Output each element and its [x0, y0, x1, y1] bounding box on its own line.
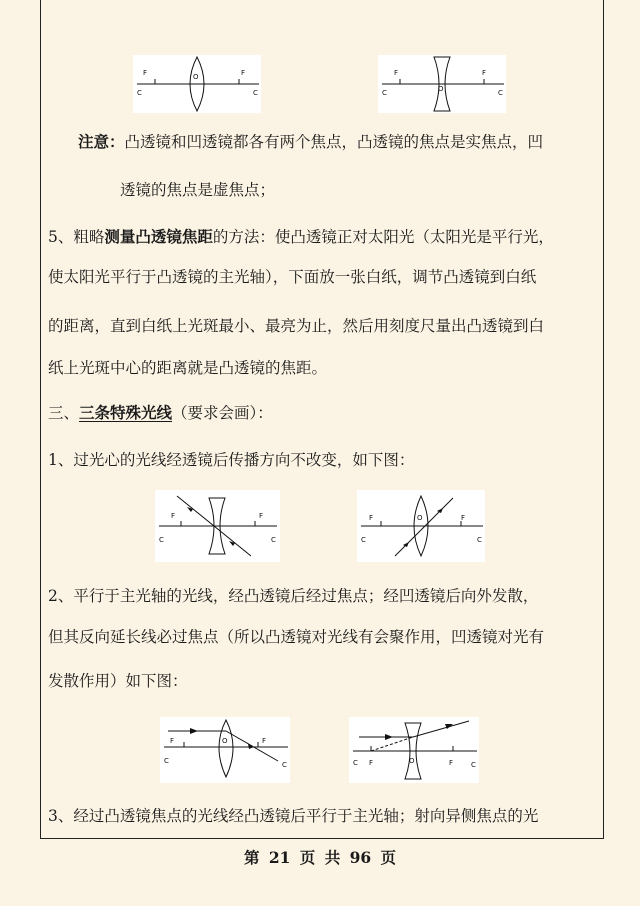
center-label: C — [361, 536, 366, 544]
convex-center-ray-diagram — [357, 490, 485, 562]
concave-center-ray-diagram — [155, 490, 280, 562]
optical-center-label: O — [222, 737, 228, 745]
note-text: 凸透镜和凹透镜都各有两个焦点，凸透镜的焦点是实焦点，凹 — [124, 133, 544, 151]
focus-label: F — [461, 514, 466, 522]
focus-label: F — [449, 759, 454, 767]
section-suffix: （要求会画）： — [172, 404, 273, 422]
item5-line-4: 纸上光斑中心的距离就是凸透镜的焦距。 — [48, 359, 328, 377]
center-label: C — [137, 89, 142, 97]
note-label: 注意： — [78, 132, 125, 151]
focus-label: F — [171, 512, 176, 520]
item5-bold: 测量凸透镜焦距 — [104, 227, 213, 246]
convex-lens-diagram — [133, 55, 261, 113]
ray-2-line-1: 2、平行于主光轴的光线，经凸透镜后经过焦点；经凹透镜后向外发散， — [48, 587, 539, 605]
center-label: C — [282, 761, 287, 769]
ray-3-text: 3、经过凸透镜焦点的光线经凸透镜后平行于主光轴；射向异侧焦点的光 — [48, 807, 539, 825]
optical-center-label: O — [438, 85, 444, 93]
center-label: C — [471, 761, 476, 769]
note-line-2: 透镜的焦点是虚焦点； — [120, 181, 276, 199]
focus-label: F — [482, 69, 487, 77]
item5-line-2: 使太阳光平行于凸透镜的主光轴），下面放一张白纸，调节凸透镜到白纸 — [48, 268, 537, 286]
focus-label: F — [143, 69, 148, 77]
section-prefix: 三、 — [48, 404, 80, 422]
focus-label: F — [369, 759, 374, 767]
item5-text: 的方法：使凸透镜正对太阳光（太阳光是平行光， — [212, 228, 554, 246]
item5-line-3: 的距离，直到白纸上光斑最小、最亮为止，然后用刻度尺量出凸透镜到白 — [48, 317, 545, 335]
section-title: 三条特殊光线 — [79, 403, 173, 422]
focus-label: F — [241, 69, 246, 77]
convex-parallel-ray-diagram — [160, 717, 290, 783]
center-label: C — [382, 89, 387, 97]
focus-label: F — [170, 737, 175, 745]
item5-prefix: 5、粗略 — [48, 228, 105, 246]
focus-label: F — [369, 514, 374, 522]
ray-2-line-3: 发散作用）如下图： — [48, 672, 188, 690]
ray-2-line-2: 但其反向延长线必过焦点（所以凸透镜对光线有会聚作用，凹透镜对光有 — [48, 628, 545, 646]
optical-center-label: O — [193, 73, 199, 81]
ray-1-text: 1、过光心的光线经透镜后传播方向不改变，如下图： — [48, 451, 415, 469]
concave-lens-diagram — [378, 55, 506, 113]
center-label: C — [159, 536, 164, 544]
page-footer: 第 21 页 共 96 页 — [243, 848, 397, 867]
center-label: C — [477, 536, 482, 544]
focus-label: F — [394, 69, 399, 77]
optical-center-label: O — [417, 514, 423, 522]
center-label: C — [498, 89, 503, 97]
optical-center-label: O — [409, 757, 415, 765]
center-label: C — [353, 759, 358, 767]
center-label: C — [164, 757, 169, 765]
focus-label: F — [262, 737, 267, 745]
center-label: C — [271, 536, 276, 544]
focus-label: F — [259, 512, 264, 520]
concave-parallel-ray-diagram — [349, 717, 479, 783]
note-line-1 — [48, 132, 596, 152]
item5-line-1 — [48, 227, 596, 247]
center-label: C — [253, 89, 258, 97]
section-3-heading — [48, 403, 596, 423]
